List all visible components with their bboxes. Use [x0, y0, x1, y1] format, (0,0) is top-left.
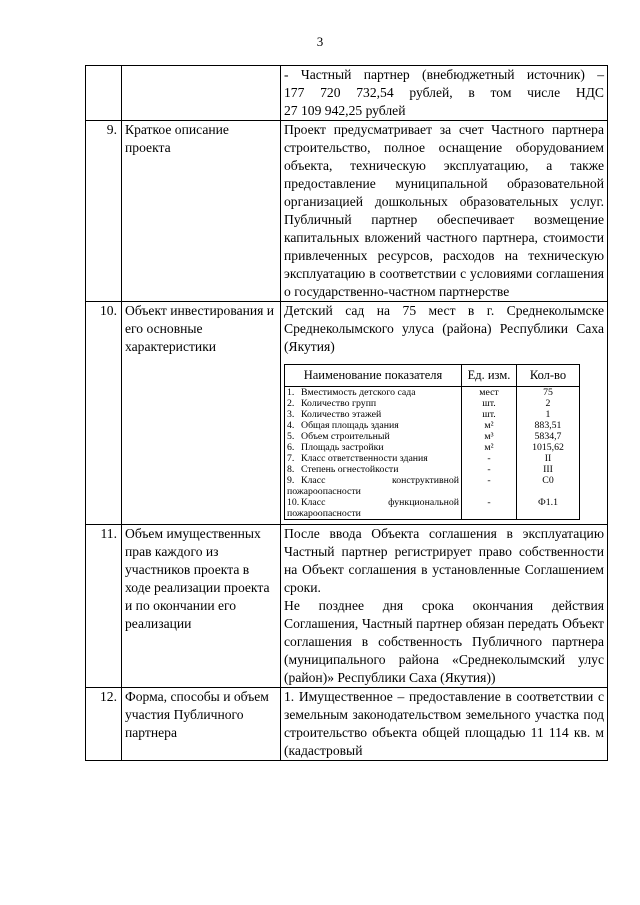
funding-line-3: 27 109 942,25 рублей	[284, 103, 406, 118]
characteristic-row	[285, 398, 580, 409]
row-content	[281, 121, 608, 302]
characteristic-label: Количество этажей	[301, 409, 382, 420]
characteristic-name	[285, 431, 462, 442]
row-content	[281, 525, 608, 688]
characteristic-name	[285, 420, 462, 431]
characteristic-unit: -	[462, 453, 517, 464]
characteristic-label: Вместимость детского сада	[301, 387, 416, 398]
characteristic-value: 75	[517, 387, 580, 399]
row-content	[281, 688, 608, 761]
row-label: Форма, способы и объем участия Публичного партнера	[122, 688, 281, 761]
characteristic-value: 1015,62	[517, 442, 580, 453]
characteristic-row	[285, 497, 580, 520]
row-content	[281, 66, 608, 121]
characteristic-row	[285, 409, 580, 420]
header-unit: Ед. изм.	[462, 365, 517, 387]
characteristic-value: С0	[517, 475, 580, 497]
row-label	[122, 66, 281, 121]
characteristic-unit: -	[462, 475, 517, 497]
row-content	[281, 302, 608, 525]
characteristic-row	[285, 464, 580, 475]
characteristic-unit: м²	[462, 420, 517, 431]
header-indicator: Наименование показателя	[285, 365, 462, 387]
table-row	[86, 302, 608, 525]
characteristic-index: 10.	[287, 497, 300, 508]
characteristic-row	[285, 431, 580, 442]
characteristic-row	[285, 453, 580, 464]
characteristic-label: Класс функциональной пожароопасности	[287, 497, 459, 519]
characteristic-row	[285, 420, 580, 431]
funding-line-2: 177 720 732,54 рублей, в том числе НДС	[284, 85, 604, 100]
characteristics-table	[284, 364, 580, 520]
characteristic-value: 2	[517, 398, 580, 409]
characteristic-value: II	[517, 453, 580, 464]
characteristic-name	[285, 398, 462, 409]
characteristic-index: 9.	[287, 475, 295, 486]
characteristic-label: Общая площадь здания	[301, 420, 399, 431]
characteristic-label: Количество групп	[301, 398, 377, 409]
funding-line-1: - Частный партнер (внебюджетный источник) –	[284, 67, 604, 82]
page-number: 3	[316, 34, 324, 49]
characteristic-index: 5.	[287, 431, 295, 442]
characteristic-value: III	[517, 464, 580, 475]
characteristic-name	[285, 464, 462, 475]
characteristic-row	[285, 475, 580, 497]
project-passport-table	[85, 65, 608, 761]
characteristic-name	[285, 409, 462, 420]
row-label: Объем имущественных прав каждого из участников проекта в ходе реализации проекта и по окончании его реализации	[122, 525, 281, 688]
characteristic-label: Объем строительный	[301, 431, 390, 442]
characteristic-unit: шт.	[462, 409, 517, 420]
table-row	[86, 66, 608, 121]
characteristic-name	[285, 475, 462, 497]
row-number	[86, 66, 122, 121]
characteristic-index: 6.	[287, 442, 295, 453]
project-description: Проект предусматривает за счет Частного партнера строительство, полное оснащение оборудованием объекта, техническую эксплуатацию, а также предоставление муниципальной образовательной организацией дошкольных образовательных услуг. Публичный партнер обеспечивает возмещение капитальных вложений частного партнера, стоимости привлеченных ресурсов, расходов на техническую эксплуатацию в соответствии с условиями соглашения о государственно-частном партнерстве	[284, 122, 604, 299]
row-label: Краткое описание проекта	[122, 121, 281, 302]
characteristic-name	[285, 497, 462, 520]
table-row	[86, 525, 608, 688]
characteristic-unit: шт.	[462, 398, 517, 409]
characteristic-value: Ф1.1	[517, 497, 580, 520]
table-row	[86, 121, 608, 302]
characteristic-index: 7.	[287, 453, 295, 464]
table-row	[86, 688, 608, 761]
characteristic-index: 8.	[287, 464, 295, 475]
row-number: 10.	[86, 302, 122, 525]
row-label: Объект инвестирования и его основные характеристики	[122, 302, 281, 525]
characteristic-unit: -	[462, 464, 517, 475]
characteristic-index: 3.	[287, 409, 295, 420]
characteristic-value: 1	[517, 409, 580, 420]
characteristics-header	[285, 365, 580, 387]
characteristic-unit: -	[462, 497, 517, 520]
characteristic-label: Класс конструктивной пожароопасности	[287, 475, 459, 497]
characteristic-row	[285, 442, 580, 453]
characteristic-label: Площадь застройки	[301, 442, 384, 453]
characteristic-index: 2.	[287, 398, 295, 409]
characteristic-name	[285, 453, 462, 464]
row-number: 11.	[86, 525, 122, 688]
characteristic-row	[285, 387, 580, 399]
characteristic-name	[285, 387, 462, 399]
row-number: 9.	[86, 121, 122, 302]
header-quantity: Кол-во	[517, 365, 580, 387]
characteristic-index: 4.	[287, 420, 295, 431]
characteristic-unit: м³	[462, 431, 517, 442]
characteristic-label: Класс ответственности здания	[301, 453, 428, 464]
characteristic-unit: мест	[462, 387, 517, 399]
characteristic-index: 1.	[287, 387, 295, 398]
property-rights-paragraph-1: После ввода Объекта соглашения в эксплуатацию Частный партнер регистрирует право собственности на Объект соглашения в установленные Соглашением сроки.	[284, 526, 604, 595]
property-rights-paragraph-2: Не позднее дня срока окончания действия Соглашения, Частный партнер обязан передать Объект соглашения в собственность Публичного партнера (муниципального района «Среднеколымский улус (район)» Республики Саха (Якутия))	[284, 598, 604, 685]
characteristic-value: 883,51	[517, 420, 580, 431]
object-description: Детский сад на 75 мест в г. Среднеколымске Среднеколымского улуса (района) Республики Саха (Якутия)	[284, 303, 604, 354]
characteristic-value: 5834,7	[517, 431, 580, 442]
characteristic-name	[285, 442, 462, 453]
public-partner-participation: 1. Имущественное – предоставление в соответствии с земельным законодательством земельного участка под строительство объекта общей площадью 11 114 кв. м (кадастровый	[284, 689, 604, 758]
characteristic-unit: м²	[462, 442, 517, 453]
characteristic-label: Степень огнестойкости	[301, 464, 399, 475]
row-number: 12.	[86, 688, 122, 761]
